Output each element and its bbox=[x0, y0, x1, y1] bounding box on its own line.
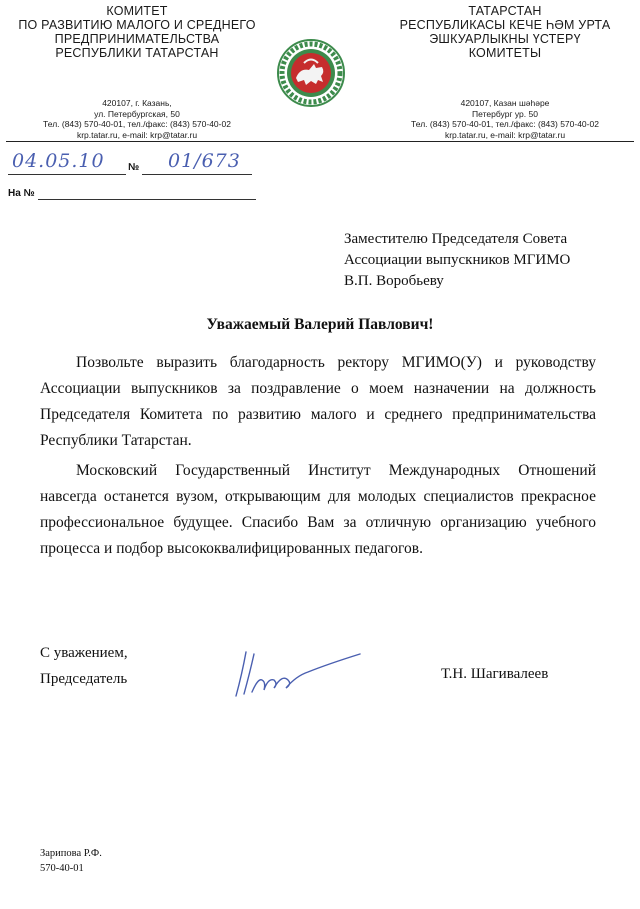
org-name-line: ПРЕДПРИНИМАТЕЛЬСТВА bbox=[54, 32, 220, 46]
org-name-line: ПО РАЗВИТИЮ МАЛОГО И СРЕДНЕГО bbox=[18, 18, 256, 32]
org-address-ru bbox=[8, 98, 266, 140]
handwritten-signature bbox=[228, 634, 368, 714]
handwritten-number: 01/673 bbox=[168, 150, 241, 172]
reference-line bbox=[8, 152, 252, 176]
address-line: Петербург ур. 50 bbox=[472, 108, 538, 119]
org-name-line: ЭШКУАРЛЫКНЫ ҮСТЕРҮ bbox=[429, 32, 581, 46]
date-underline bbox=[8, 174, 126, 175]
address-line: krp.tatar.ru, e-mail: krp@tatar.ru bbox=[76, 129, 198, 140]
header-divider bbox=[6, 141, 634, 142]
tatarstan-coat-of-arms-icon bbox=[276, 38, 346, 108]
addressee-line: В.П. Воробьеву bbox=[344, 273, 444, 289]
executor-footer bbox=[40, 846, 102, 876]
executor-name: Зарипова Р.Ф. bbox=[40, 848, 102, 859]
executor-phone: 570-40-01 bbox=[40, 863, 84, 874]
na-label: На № bbox=[8, 188, 35, 199]
org-name-tt bbox=[376, 4, 634, 60]
number-label: № bbox=[128, 162, 140, 173]
body-paragraph: Московский Государственный Институт Международных Отношений навсегда останется вузом, открывающим для молодых специалистов прекрасное профессиональное будущее. Спасибо Вам за отличную организацию учебного процесса и подбор высококвалифицированных педагогов. bbox=[40, 462, 596, 557]
header-left-org bbox=[8, 4, 266, 140]
address-line: ул. Петербургская, 50 bbox=[94, 108, 180, 119]
greeting: Уважаемый Валерий Павлович! bbox=[206, 316, 434, 333]
handwritten-date: 04.05.10 bbox=[12, 150, 105, 172]
org-name-ru bbox=[8, 4, 266, 60]
address-line: krp.tatar.ru, e-mail: krp@tatar.ru bbox=[444, 129, 566, 140]
org-address-tt bbox=[376, 98, 634, 140]
address-line: Тел. (843) 570-40-01, тел./факс: (843) 570-40-02 bbox=[43, 119, 231, 129]
header-right-org bbox=[376, 4, 634, 140]
address-line: 420107, г. Казань, bbox=[102, 98, 172, 108]
closing-regards: С уважением, bbox=[40, 645, 128, 661]
addressee-line: Заместителю Председателя Совета bbox=[344, 231, 568, 247]
body-paragraph: Позвольте выразить благодарность ректору МГИМО(У) и руководству Ассоциации выпускников за поздравление о моем назначении на должность Председателя Комитета по развитию малого и среднего предпринимательства Республики Татарстан. bbox=[40, 354, 596, 449]
number-underline bbox=[142, 174, 252, 175]
address-line: Тел. (843) 570-40-01, тел./факс: (843) 570-40-02 bbox=[411, 119, 599, 129]
signer-position: Председатель bbox=[40, 671, 128, 687]
org-name-line: КОМИТЕТ bbox=[106, 4, 168, 18]
addressee-line: Ассоциации выпускников МГИМО bbox=[344, 252, 571, 268]
addressee-block bbox=[344, 229, 624, 292]
org-name-line: РЕСПУБЛИКИ ТАТАРСТАН bbox=[55, 46, 219, 60]
org-name-line: ТАТАРСТАН bbox=[468, 4, 542, 18]
incoming-reference-line bbox=[8, 188, 258, 202]
signer-name: Т.Н. Шагивалеев bbox=[441, 666, 549, 682]
address-line: 420107, Казан шәһәре bbox=[460, 98, 550, 108]
na-underline bbox=[38, 199, 256, 200]
org-name-line: РЕСПУБЛИКАСЫ КЕЧЕ ҺӘМ УРТА bbox=[399, 18, 611, 32]
org-name-line: КОМИТЕТЫ bbox=[468, 46, 542, 60]
closing-block bbox=[40, 640, 128, 692]
